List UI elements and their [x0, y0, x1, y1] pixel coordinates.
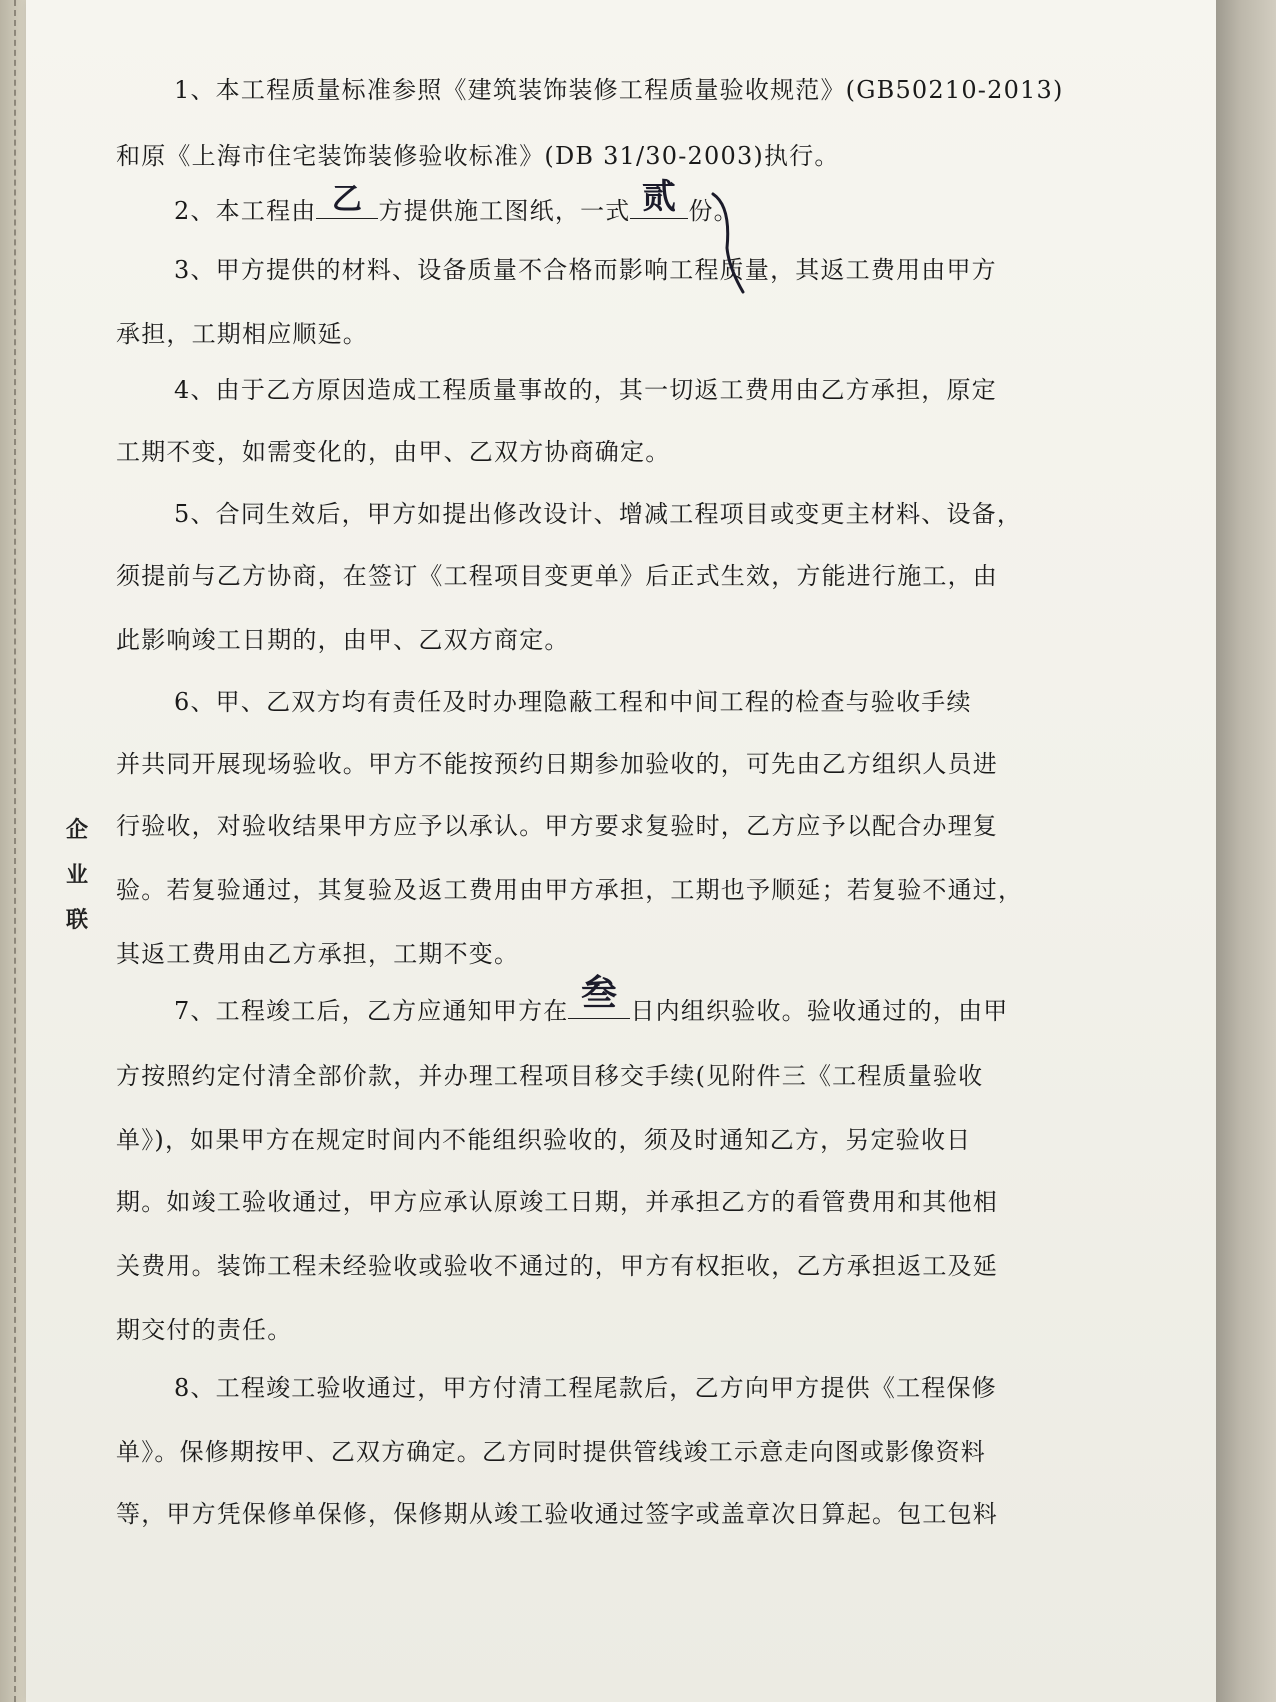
text-line-clause-7	[174, 973, 1009, 1026]
text-line: 此影响竣工日期的，由甲、乙双方商定。	[116, 626, 570, 654]
text-line: 并共同开展现场验收。甲方不能按预约日期参加验收的，可先由乙方组织人员进	[116, 750, 998, 778]
handwritten-days: 叁	[580, 973, 619, 1014]
text-line: 期交付的责任。	[116, 1316, 293, 1344]
text-line: 单》)，如果甲方在规定时间内不能组织验收的，须及时通知乙方，另定验收日	[116, 1126, 972, 1154]
text-line: 等，甲方凭保修单保修，保修期从竣工验收通过签字或盖章次日算起。包工包料	[116, 1500, 998, 1528]
copies-blank	[630, 177, 688, 219]
text-line: 8、工程竣工验收通过，甲方付清工程尾款后，乙方向甲方提供《工程保修	[174, 1374, 997, 1402]
side-label-char: 企	[65, 817, 88, 843]
clause-2-part-a: 2、本工程由	[174, 197, 317, 225]
clause-7-part-a: 7、工程竣工后，乙方应通知甲方在	[174, 997, 569, 1025]
perforation-line	[14, 0, 16, 1702]
handwritten-copies: 贰	[641, 177, 678, 217]
handwritten-stroke-icon	[705, 188, 765, 298]
clause-2-part-b: 方提供施工图纸，一式	[378, 197, 631, 225]
text-line: 1、本工程质量标准参照《建筑装饰装修工程质量验收规范》(GB50210-2013)	[174, 76, 1064, 104]
side-label	[62, 808, 92, 943]
text-line: 6、甲、乙双方均有责任及时办理隐蔽工程和中间工程的检查与验收手续	[174, 688, 972, 716]
text-line: 须提前与乙方协商，在签订《工程项目变更单》后正式生效，方能进行施工，由	[116, 562, 998, 590]
text-line: 4、由于乙方原因造成工程质量事故的，其一切返工费用由乙方承担，原定	[174, 376, 997, 404]
clause-2-part-c: 份。	[688, 197, 739, 225]
text-line: 3、甲方提供的材料、设备质量不合格而影响工程质量，其返工费用由甲方	[174, 256, 997, 284]
days-blank	[568, 973, 630, 1019]
text-line: 验。若复验通过，其复验及返工费用由甲方承担，工期也予顺延；若复验不通过，	[116, 876, 1024, 904]
text-line: 方按照约定付清全部价款，并办理工程项目移交手续(见附件三《工程质量验收	[116, 1062, 984, 1090]
side-label-char: 联	[65, 907, 88, 933]
text-line: 行验收，对验收结果甲方应予以承认。甲方要求复验时，乙方应予以配合办理复	[116, 812, 998, 840]
clause-7-part-b: 日内组织验收。验收通过的，由甲	[630, 997, 1009, 1025]
text-line: 工期不变，如需变化的，由甲、乙双方协商确定。	[116, 438, 671, 466]
text-line-clause-2	[174, 177, 739, 226]
page-edge-shadow	[1216, 0, 1276, 1702]
text-line: 承担，工期相应顺延。	[116, 320, 368, 348]
text-line: 和原《上海市住宅装饰装修验收标准》(DB 31/30-2003)执行。	[116, 142, 840, 170]
text-line: 5、合同生效后，甲方如提出修改设计、增减工程项目或变更主材料、设备，	[174, 500, 1023, 528]
text-line: 其返工费用由乙方承担，工期不变。	[116, 940, 520, 968]
handwritten-party: 乙	[331, 182, 364, 217]
party-blank	[316, 182, 378, 219]
text-line: 关费用。装饰工程未经验收或验收不通过的，甲方有权拒收，乙方承担返工及延	[116, 1252, 998, 1280]
text-line: 单》。保修期按甲、乙双方确定。乙方同时提供管线竣工示意走向图或影像资料	[116, 1438, 986, 1466]
side-label-char: 业	[65, 862, 88, 888]
text-line: 期。如竣工验收通过，甲方应承认原竣工日期，并承担乙方的看管费用和其他相	[116, 1188, 998, 1216]
